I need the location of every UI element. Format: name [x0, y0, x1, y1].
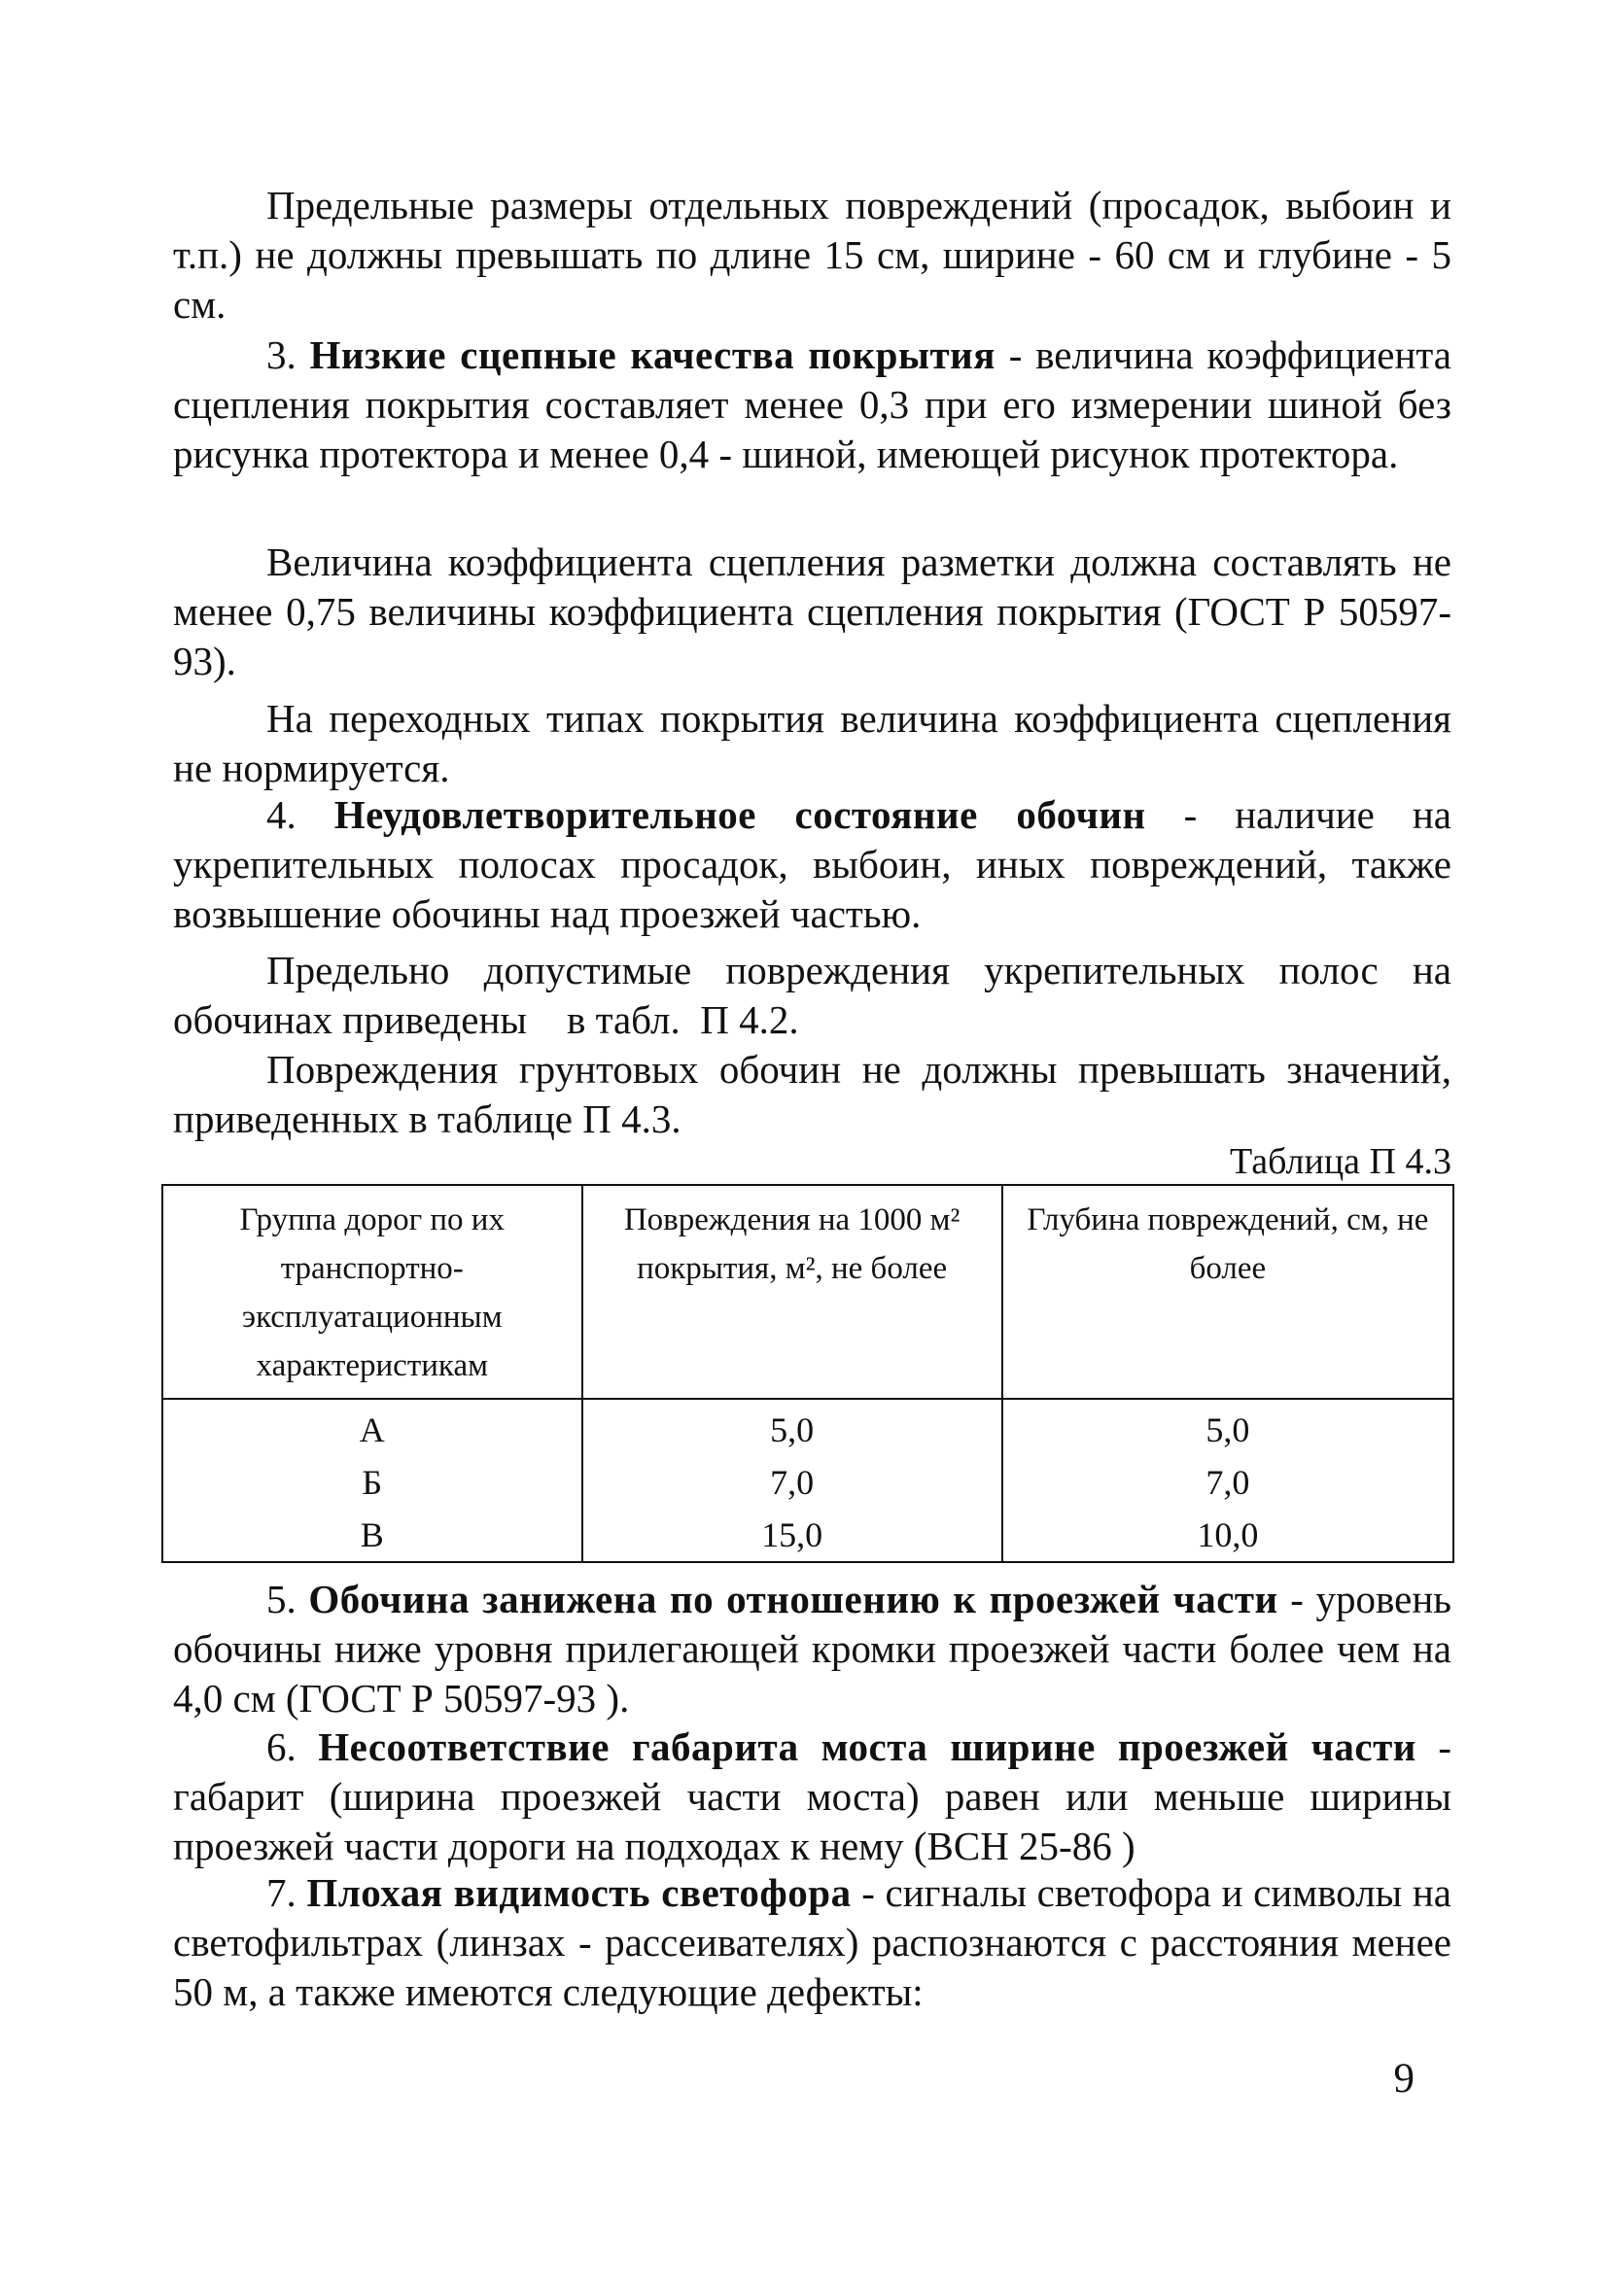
item-number: 6.	[266, 1724, 319, 1769]
paragraph-strip-damage	[173, 946, 1462, 1045]
paragraph-text: - уровень обочины ниже уровня прилегающей кромки проезжей части более чем на 4,0 см (ГОСТ Р 50597-93 ).	[173, 1577, 1452, 1721]
column-header-damage-area: Повреждения на 1000 м² покрытия, м², не более	[582, 1185, 1002, 1399]
table-cell-damage-depth: 7,0	[1002, 1456, 1453, 1509]
paragraph-low-shoulder	[173, 1575, 1451, 1723]
table-row	[162, 1456, 1453, 1509]
paragraph-bridge-clearance	[173, 1722, 1451, 1871]
paragraph-shoulder-condition	[173, 790, 1451, 939]
paragraph-text: Предельные размеры отдельных повреждений (просадок, выбоин и т.п.) не должны превышать по длине 15 см, ширине - 60 см и глубине - 5 см.	[173, 183, 1451, 327]
table-cell-damage-depth: 10,0	[1002, 1509, 1453, 1562]
item-number: 5.	[266, 1577, 309, 1621]
paragraph-text: Предельно допустимые повреждения укрепительных полос на обочинах приведены в табл. П 4.2.	[173, 948, 1462, 1042]
paragraph-text: Повреждения грунтовых обочин не должны превышать значений, приведенных в таблице П 4.3.	[173, 1047, 1451, 1141]
paragraph-text: - величина коэффициента сцепления покрытия составляет менее 0,3 при его измерении шиной без рисунка протектора и менее 0,4 - шиной, имеющей рисунок протектора.	[173, 332, 1451, 476]
page-number: 9	[1393, 2056, 1415, 2102]
paragraph-soil-shoulders	[173, 1045, 1451, 1144]
item-number: 7.	[266, 1870, 307, 1915]
item-number: 3.	[266, 332, 310, 377]
table-row	[162, 1509, 1453, 1562]
paragraph-text: - габарит (ширина проезжей части моста) равен или меньше ширины проезжей части дороги на подходах к нему (ВСН 25-86 )	[173, 1724, 1452, 1868]
table-cell-road-group: Б	[162, 1456, 582, 1509]
item-number: 4.	[266, 792, 334, 837]
table-caption: Таблица П 4.3	[1230, 1141, 1451, 1182]
item-heading: Обочина занижена по отношению к проезжей части	[308, 1577, 1278, 1621]
paragraph-text: На переходных типах покрытия величина коэффициента сцепления не нормируется.	[173, 696, 1451, 790]
column-header-damage-depth: Глубина повреждений, см, не более	[1002, 1185, 1453, 1399]
table-row	[162, 1399, 1453, 1456]
table-cell-road-group: В	[162, 1509, 582, 1562]
item-heading: Низкие сцепные качества покрытия	[309, 332, 996, 377]
shoulder-damage-table	[161, 1184, 1454, 1563]
paragraph-text: - сигналы светофора и символы на светофильтрах (линзах - рассеивателях) распознаются с расстояния менее 50 м, а также имеются следующие дефекты:	[173, 1870, 1451, 2014]
paragraph-marking-friction	[173, 538, 1451, 686]
table-cell-damage-area: 15,0	[582, 1509, 1002, 1562]
table-cell-damage-area: 5,0	[582, 1399, 1002, 1456]
paragraph-low-friction	[173, 330, 1451, 479]
table-cell-road-group: А	[162, 1399, 582, 1456]
paragraph-text: - наличие на укрепительных полосах просадок, выбоин, иных повреждений, также возвышение обочины над проезжей частью.	[173, 792, 1451, 936]
paragraph-text: Величина коэффициента сцепления разметки должна составлять не менее 0,75 величины коэффициента сцепления покрытия (ГОСТ Р 50597-93).	[173, 539, 1451, 683]
table-cell-damage-depth: 5,0	[1002, 1399, 1453, 1456]
paragraph-damage-limits	[173, 181, 1451, 330]
item-heading: Плохая видимость светофора	[306, 1870, 852, 1915]
item-heading: Неудовлетворительное состояние обочин	[333, 792, 1146, 837]
column-header-road-group: Группа дорог по их транспортно-эксплуатационным характеристикам	[162, 1185, 582, 1399]
table-cell-damage-area: 7,0	[582, 1456, 1002, 1509]
item-heading: Несоответствие габарита моста ширине проезжей части	[318, 1724, 1416, 1769]
table-header-row	[162, 1185, 1453, 1399]
paragraph-transitional-types	[173, 694, 1451, 793]
paragraph-traffic-light-visibility	[173, 1868, 1451, 2017]
